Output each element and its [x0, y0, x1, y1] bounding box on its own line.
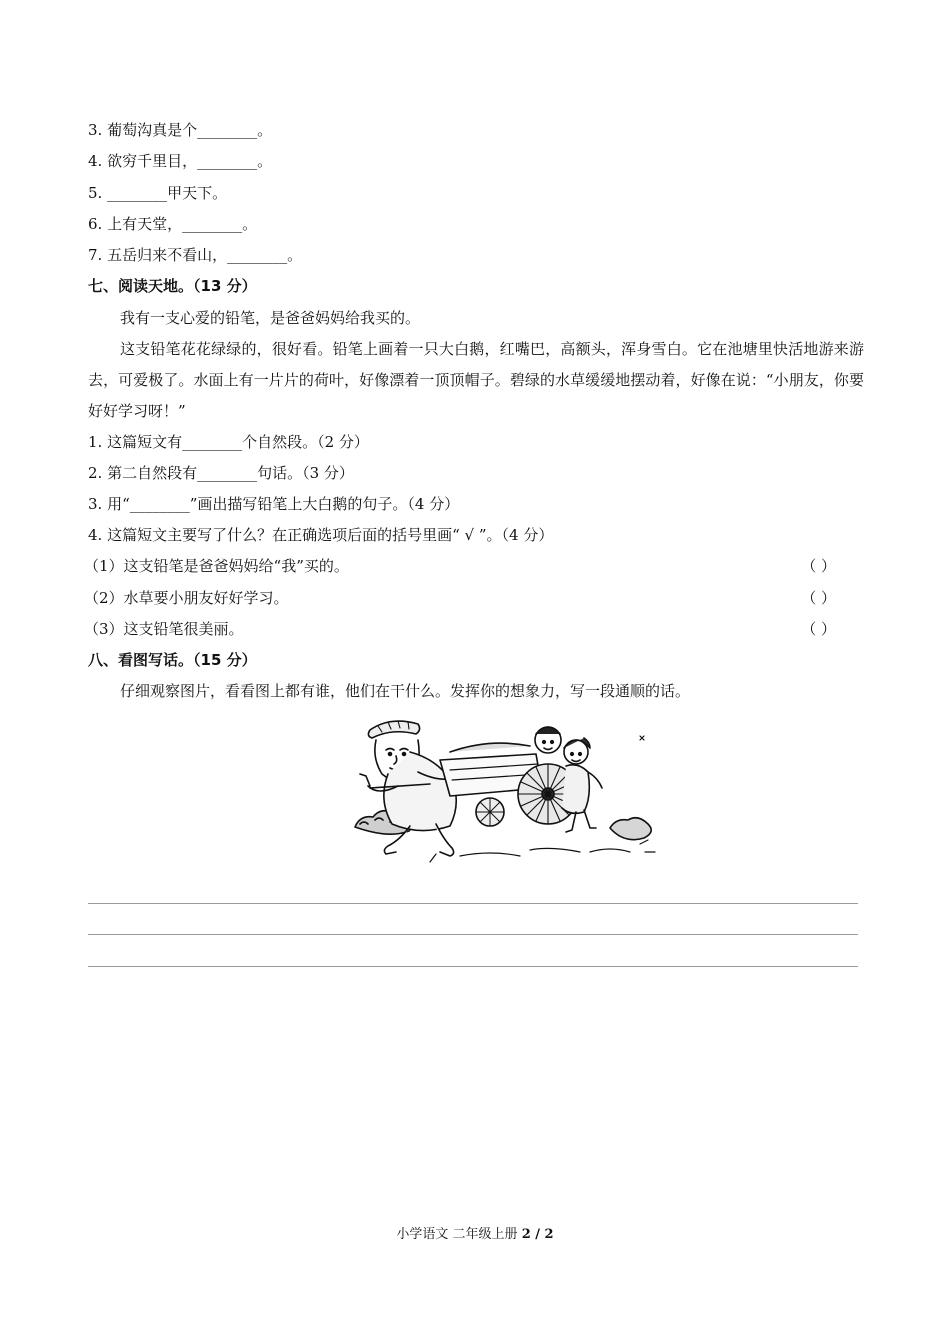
option-row [84, 556, 836, 576]
option-text: （2）水草要小朋友好好学习。 [84, 589, 289, 607]
writing-line[interactable] [88, 934, 858, 935]
fill-item-7: 7. 五岳归来不看山，________。 [88, 246, 303, 264]
writing-line[interactable] [88, 966, 858, 967]
question-1: 1. 这篇短文有________个自然段。（2 分） [88, 433, 369, 451]
option-row [84, 619, 836, 639]
fill-item-5: 5. ________甲天下。 [88, 184, 228, 202]
reading-paragraph-2: 这支铅笔花花绿绿的，很好看。铅笔上画着一只大白鹅，红嘴巴，高额头，浑身雪白。它在池塘里快活地游来游去，可爱极了。水面上有一片片的荷叶，好像漂着一顶顶帽子。碧绿的水草缓缓地摆动着，好像在说：“小朋友，你要好好学习呀！” [88, 340, 864, 420]
answer-parentheses[interactable]: （ ） [801, 620, 836, 638]
option-text: （3）这支铅笔很美丽。 [84, 620, 244, 638]
fill-item-3: 3. 葡萄沟真是个________。 [88, 121, 273, 139]
page-number: 2 / 2 [521, 1227, 554, 1242]
fill-item-6: 6. 上有天堂，________。 [88, 215, 258, 233]
writing-instruction: 仔细观察图片，看看图上都有谁，他们在干什么。发挥你的想象力，写一段通顺的话。 [120, 682, 691, 700]
question-3: 3. 用“________”画出描写铅笔上大白鹅的句子。（4 分） [88, 495, 460, 513]
fill-item-4: 4. 欲穷千里目，________。 [88, 152, 273, 170]
answer-parentheses[interactable]: （ ） [801, 557, 836, 575]
reading-paragraph-1: 我有一支心爱的铅笔，是爸爸妈妈给我买的。 [120, 309, 421, 327]
writing-line[interactable] [88, 903, 858, 904]
illustration-man-pulling-cart [340, 712, 670, 872]
option-text: （1）这支铅笔是爸爸妈妈给“我”买的。 [84, 557, 349, 575]
section-7-title: 七、阅读天地。（13 分） [88, 277, 257, 295]
footer-text: 小学语文 二年级上册 [396, 1227, 522, 1242]
section-8-title: 八、看图写话。（15 分） [88, 651, 257, 669]
page-footer [0, 1226, 950, 1244]
question-2: 2. 第二自然段有________句话。（3 分） [88, 464, 354, 482]
question-4: 4. 这篇短文主要写了什么？在正确选项后面的括号里画“ √ ”。（4 分） [88, 526, 554, 544]
option-row [84, 588, 836, 608]
answer-parentheses[interactable]: （ ） [801, 589, 836, 607]
